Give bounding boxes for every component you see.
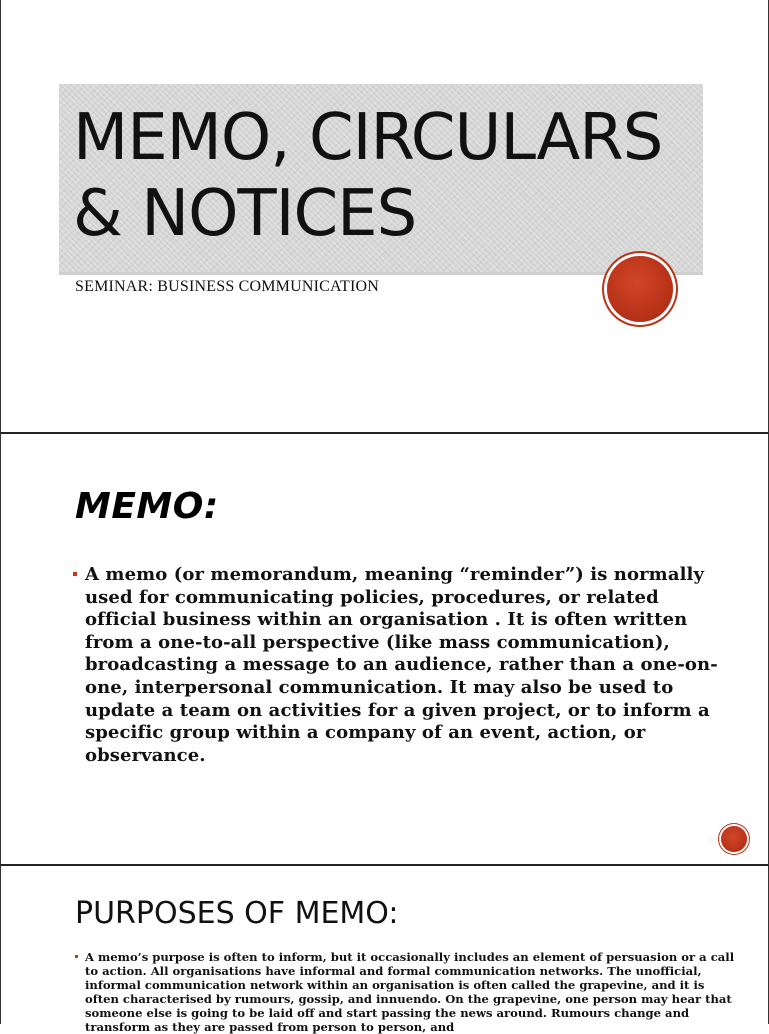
title-band-divider	[59, 272, 703, 275]
list-item	[73, 564, 723, 767]
bullet-icon	[75, 955, 78, 958]
purposes-heading: PURPOSES OF MEMO:	[75, 896, 399, 931]
title-line-2: & NOTICES	[73, 177, 417, 251]
subtitle: SEMINAR: BUSINESS COMMUNICATION	[75, 278, 380, 295]
title-line-1: MEMO, CIRCULARS	[73, 101, 663, 175]
list-item	[75, 950, 735, 1034]
page-title	[73, 100, 693, 252]
memo-slide	[0, 434, 769, 866]
memo-heading: MEMO:	[75, 486, 219, 527]
bullet-icon	[73, 572, 77, 576]
title-slide	[0, 0, 769, 434]
purposes-text: A memo’s purpose is often to inform, but it occasionally includes an element of persuasion or a call to action. All organisations have informal and formal communication networks. The unofficial, informal communication network within an organisation is often called the grapevine, and it is often characterised by rumours, gossip, and innuendo. On the grapevine, one person may hear that someone else is going to be laid off and start passing the news around. Rumours change and transform as they are passed from person to person, and	[85, 950, 735, 1034]
decorative-circle-icon	[721, 826, 747, 852]
memo-definition-text: A memo (or memorandum, meaning “reminder”) is normally used for communicating policies, procedures, or related official business within an organisation . It is often written from a one-to-all perspective (like mass communication), broadcasting a message to an audience, rather than a one-on-one, interpersonal communication. It may also be used to update a team on activities for a given project, or to inform a specific group within a company of an event, action, or observance.	[85, 564, 718, 766]
purposes-slide	[0, 866, 769, 1034]
decorative-circle-icon	[607, 256, 673, 322]
